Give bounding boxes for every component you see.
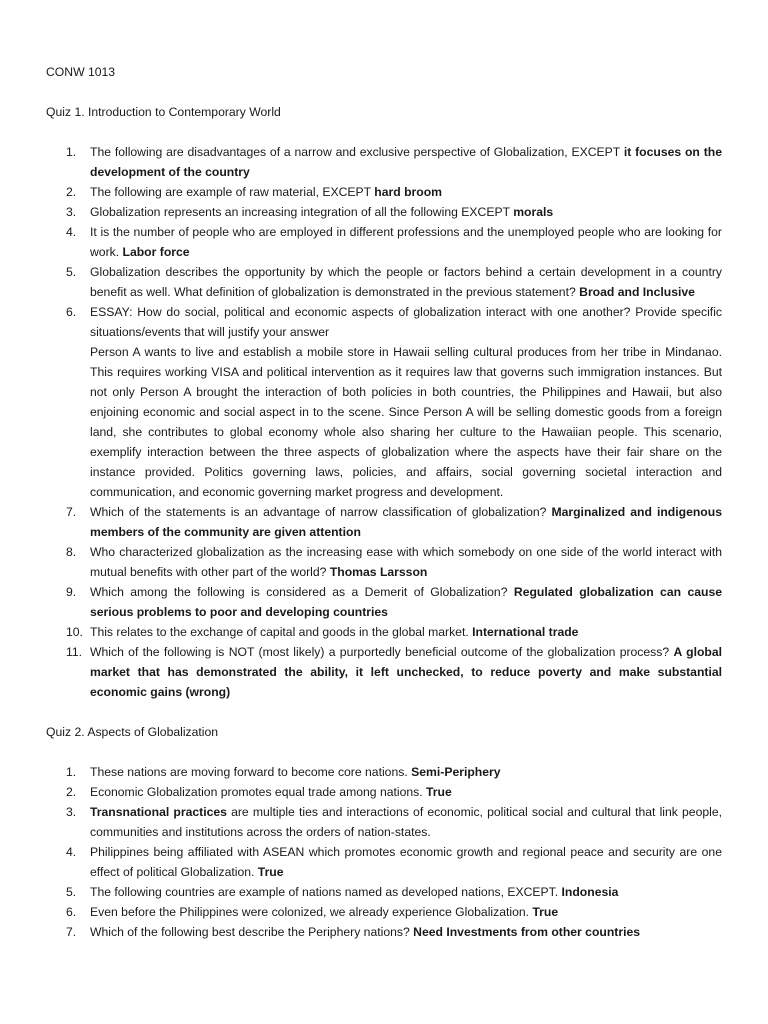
question-text: are multiple ties and interactions of economic, political social and cultural that link people, communities and institutions across the orders of nation-states. [90,805,722,839]
quiz1-item-essay: 6. ESSAY: How do social, political and economic aspects of globalization interact with one another? Provide specific situations/events that will justify your answer Person A wants to live and establish a mobile store in Hawaii selling cultural produces from her tribe in Mindanao. This requires working VISA and political intervention as it requires law that governs such immigration instances. But not only Person A brought the interaction of both policies in both countries, the Philippines and Hawaii, but also enjoining economic and social aspect in to the scene. Since Person A will be selling domestic goods from a foreign land, she contributes to global economy whole also sharing her culture to the Hawaiian people. This scenario, exemplify interaction between the three aspects of globalization where the aspects have their fair share on the instance provided. Politics governing laws, policies, and affairs, social governing societal interaction and communication, and economic governing market progress and development. [46,302,722,502]
answer-text: True [426,785,452,799]
answer-text: it focuses on the development of the country [90,145,722,179]
answer-text: Transnational practices [90,805,227,819]
quiz2-title: Quiz 2. Aspects of Globalization [46,725,219,739]
essay-answer: Person A wants to live and establish a mobile store in Hawaii selling cultural produces from her tribe in Mindanao. This requires working VISA and political intervention as it requires law that governs such immigration instances. But not only Person A brought the interaction of both policies in both countries, the Philippines and Hawaii, but also enjoining economic and social aspect in to the scene. Since Person A will be selling domestic goods from a foreign land, she contributes to global economy whole also sharing her culture to the Hawaiian people. This scenario, exemplify interaction between the three aspects of globalization where the aspects have their fair share on the instance provided. Politics governing laws, policies, and affairs, social governing societal interaction and communication, and economic governing market progress and development. [90,345,722,499]
quiz1-item: 1. The following are disadvantages of a narrow and exclusive perspective of Globalization, EXCEPT it focuses on the development of the country [66,145,722,179]
question-text: This relates to the exchange of capital and goods in the global market. [90,625,469,639]
quiz2-item: 4. Philippines being affiliated with ASEAN which promotes economic growth and regional peace and security are one effect of political Globalization. True [66,845,722,879]
quiz1-question-list [46,142,722,702]
quiz1-item: 2. The following are example of raw material, EXCEPT hard broom [66,185,442,199]
quiz1-item: 10. This relates to the exchange of capital and goods in the global market. International trade [66,625,579,639]
question-text: Philippines being affiliated with ASEAN which promotes economic growth and regional peace and security are one effect of political Globalization. [90,845,722,879]
quiz1-title: Quiz 1. Introduction to Contemporary World [46,105,281,119]
course-code: CONW 1013 [46,65,116,79]
question-text: Which among the following is considered as a Demerit of Globalization? [90,585,508,599]
question-text: Even before the Philippines were colonized, we already experience Globalization. [90,905,530,919]
question-text: These nations are moving forward to become core nations. [90,765,408,779]
quiz2-item: 1. These nations are moving forward to become core nations. Semi-Periphery [66,765,501,779]
answer-text: Need Investments from other countries [413,925,641,939]
answer-text: True [257,865,284,879]
answer-text: Marginalized and indigenous members of the community are given attention [90,505,722,539]
question-text: The following countries are example of nations named as developed nations, EXCEPT. [90,885,559,899]
question-text: Globalization describes the opportunity by which the people or factors behind a certain development in a country benefit as well. What definition of globalization is demonstrated in the previous statement? [90,265,722,299]
question-text: Which of the following is NOT (most likely) a purportedly beneficial outcome of the globalization process? [90,645,670,659]
answer-text: Semi-Periphery [411,765,501,779]
quiz1-item: 4. It is the number of people who are employed in different professions and the unemployed people who are looking for work. Labor force [66,225,722,259]
answer-text: Indonesia [561,885,619,899]
answer-text: hard broom [374,185,442,199]
quiz1-item: 7. Which of the statements is an advantage of narrow classification of globalization? Marginalized and indigenous members of the community are given attention [66,505,722,539]
quiz1-item: 5. Globalization describes the opportunity by which the people or factors behind a certain development in a country benefit as well. What definition of globalization is demonstrated in the previous statement? Broad and Inclusive [66,265,722,299]
quiz2-question-list [46,762,722,942]
quiz2-item: 2. Economic Globalization promotes equal trade among nations. True [66,785,452,799]
answer-text: Labor force [122,245,190,259]
question-text: Which of the statements is an advantage of narrow classification of globalization? [90,505,547,519]
quiz1-item: 9. Which among the following is considered as a Demerit of Globalization? Regulated globalization can cause serious problems to poor and developing countries [66,585,722,619]
quiz1-item: 11. Which of the following is NOT (most likely) a purportedly beneficial outcome of the globalization process? A global market that has demonstrated the ability, it left unchecked, to reduce poverty and make substantial economic gains (wrong) [66,645,723,699]
question-text: The following are example of raw material, EXCEPT [90,185,371,199]
quiz2-item: 3. Transnational practices are multiple ties and interactions of economic, political social and cultural that link people, communities and institutions across the orders of nation-states. [66,805,722,839]
quiz2-item: 6. Even before the Philippines were colonized, we already experience Globalization. True [66,905,559,919]
answer-text: Regulated globalization can cause serious problems to poor and developing countries [90,585,722,619]
question-text: ESSAY: How do social, political and economic aspects of globalization interact with one another? Provide specific situations/events that will justify your answer [90,305,722,339]
answer-text: True [532,905,559,919]
answer-text: International trade [472,625,579,639]
answer-text: A global market that has demonstrated the ability, it left unchecked, to reduce poverty and make substantial economic gains (wrong) [90,645,723,699]
question-text: Globalization represents an increasing integration of all the following EXCEPT [90,205,510,219]
quiz1-item: 3. Globalization represents an increasing integration of all the following EXCEPT morals [66,205,554,219]
question-text: It is the number of people who are employed in different professions and the unemployed people who are looking for work. [90,225,722,259]
quiz2-item: 5. The following countries are example of nations named as developed nations, EXCEPT. Indonesia [66,885,619,899]
question-text: Economic Globalization promotes equal trade among nations. [90,785,423,799]
answer-text: morals [513,205,554,219]
question-text: Who characterized globalization as the increasing ease with which somebody on one side of the world interact with mutual benefits with other part of the world? [90,545,722,579]
answer-text: Broad and Inclusive [579,285,695,299]
answer-text: Thomas Larsson [329,565,428,579]
quiz2-item: 7. Which of the following best describe the Periphery nations? Need Investments from other countries [66,925,641,939]
quiz1-item: 8. Who characterized globalization as the increasing ease with which somebody on one side of the world interact with mutual benefits with other part of the world? Thomas Larsson [66,545,722,579]
question-text: Which of the following best describe the Periphery nations? [90,925,410,939]
question-text: The following are disadvantages of a narrow and exclusive perspective of Globalization, EXCEPT [90,145,621,159]
